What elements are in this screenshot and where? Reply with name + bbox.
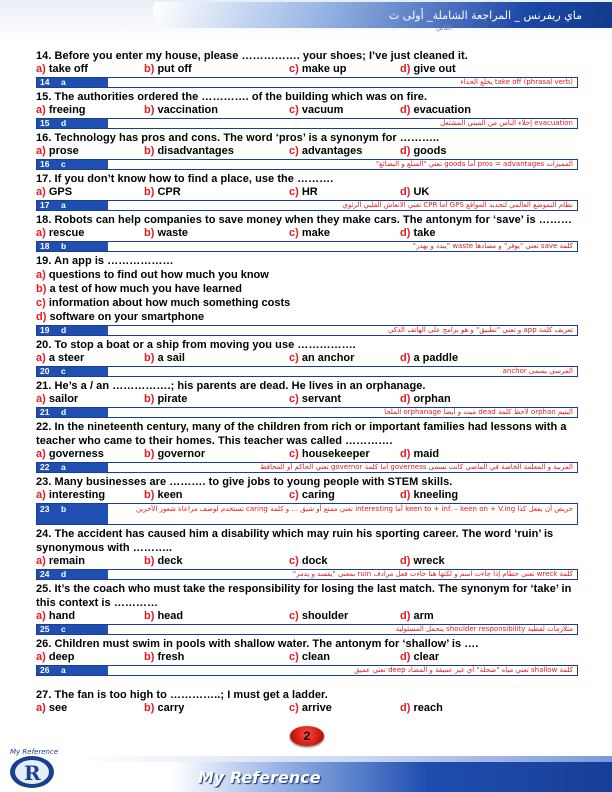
answer-explanation: اليتيم orphan لاحظ كلمة dead ميت و أيضا orphanage الملجأ	[384, 408, 573, 416]
option-d[interactable]: d) arm	[400, 610, 434, 622]
question-24	[36, 527, 578, 580]
option-a[interactable]: a) rescue	[36, 227, 85, 239]
page-footer	[0, 742, 612, 792]
answer-bar	[36, 503, 578, 525]
question-text: 25. It’s the coach who must take the responsibility for losing the last match. The synonym for ‘take’ in this context is …………	[36, 583, 572, 609]
option-c[interactable]: c) HR	[289, 186, 318, 198]
option-c[interactable]: c) clean	[289, 651, 330, 663]
answer-explanation: متلازمات لفظية shoulder responsibility يتحمل المسئولية	[395, 625, 573, 633]
options-row	[36, 145, 578, 158]
answer-letter: b	[57, 504, 108, 524]
answer-number: 19	[37, 326, 57, 335]
answer-bar	[36, 241, 578, 252]
options-row	[36, 651, 578, 664]
options-row	[36, 702, 578, 715]
options-row	[36, 104, 578, 117]
answer-number: 14	[37, 78, 57, 87]
answer-explanation: كلمة save تعني "يوفر" و مضادها waste "يبدد و يهدر"	[412, 242, 573, 250]
question-text: 20. To stop a boat or a ship from moving you use …………….	[36, 339, 356, 351]
answer-letter: d	[57, 326, 108, 335]
page-number: 2	[290, 726, 324, 746]
footer-brand: My Reference	[198, 768, 321, 787]
option-a[interactable]: a) remain	[36, 555, 85, 567]
option-c[interactable]: c) an anchor	[289, 352, 355, 364]
option-d[interactable]: d) maid	[400, 448, 440, 460]
option-b[interactable]: b) carry	[144, 702, 185, 714]
answer-letter: c	[57, 367, 108, 376]
question-text: 21. He’s a / an …………….; his parents are dead. He lives in an orphanage.	[36, 380, 426, 392]
answer-explanation: تعريف كلمة app و تعني "تطبيق" و هو برامج على الهاتف الذكي	[388, 326, 573, 334]
answer-bar	[36, 407, 578, 418]
header-title: ماي ريفرنس _ المراجعة الشاملة_ أولى ث	[388, 9, 582, 22]
option-b[interactable]: b) pirate	[144, 393, 188, 405]
options-row	[36, 555, 578, 568]
question-17	[36, 172, 578, 211]
page-header	[0, 0, 612, 40]
answer-letter: a	[57, 463, 108, 472]
answer-explanation: المرسى يسمى anchor	[502, 367, 573, 375]
question-text: 15. The authorities ordered the …………. of the building which was on fire.	[36, 91, 428, 103]
option-c[interactable]: c) housekeeper	[289, 448, 370, 460]
question-22	[36, 420, 578, 473]
answer-number: 20	[37, 367, 57, 376]
answer-explanation: كلمة wreck تعني حطام إذا جاءت اسم و لكنها هنا جاءت فعل مرادف ruin بمعنى "يفسد و يدمر"	[292, 570, 573, 578]
option-a[interactable]: a) take off	[36, 63, 88, 75]
option-d[interactable]: d) software on your smartphone	[36, 311, 205, 323]
option-d[interactable]: d) UK	[400, 186, 430, 198]
option-d[interactable]: d) goods	[400, 145, 447, 157]
answer-explanation: نظام التموضع العالمي لتحديد المواقع GPS أما CPR تعني الانعاش القلبي الرئوي	[342, 201, 573, 209]
question-text: 14. Before you enter my house, please ……………. your shoes; I’ve just cleaned it.	[36, 50, 468, 62]
question-text: 19. An app is ………………	[36, 255, 174, 267]
answer-number: 22	[37, 463, 57, 472]
option-c[interactable]: c) make up	[289, 63, 347, 75]
option-b[interactable]: b) a test of how much you have learned	[36, 283, 242, 295]
answer-bar	[36, 118, 578, 129]
answer-number: 26	[37, 666, 57, 675]
answer-number: 21	[37, 408, 57, 417]
option-a[interactable]: a) deep	[36, 651, 75, 663]
question-text: 18. Robots can help companies to save money when they make cars. The antonym for ‘save’ is ………	[36, 214, 572, 226]
option-a[interactable]: a) sailor	[36, 393, 79, 405]
options-row	[36, 186, 578, 199]
answer-explanation: (phrasal verb) take off يخلع الحذاء	[460, 78, 573, 86]
option-c[interactable]: c) dock	[289, 555, 328, 567]
option-d[interactable]: d) evacuation	[400, 104, 471, 116]
svg-text:My Reference: My Reference	[10, 748, 59, 756]
answer-bar	[36, 624, 578, 635]
answer-bar	[36, 77, 578, 88]
answer-letter: a	[57, 666, 108, 675]
answer-explanation: evacuation إخلاء الناس من المبنى المشتعل	[440, 119, 573, 127]
answer-letter: c	[57, 625, 108, 634]
option-c[interactable]: c) shoulder	[289, 610, 349, 622]
answer-letter: d	[57, 119, 108, 128]
answer-letter: d	[57, 408, 108, 417]
option-d[interactable]: d) take	[400, 227, 436, 239]
answer-letter: a	[57, 78, 108, 87]
option-d[interactable]: d) reach	[400, 702, 443, 714]
question-16	[36, 131, 578, 170]
answer-explanation: حريص أن يفعل كذا keen to + inf. – keen on + V.ing أما interesting تعني ممتع أو شيق ... و كلمة caring تستخدم لوصف مراعاة شعور الآخرين	[135, 505, 573, 513]
answer-bar	[36, 366, 578, 377]
options-row	[36, 393, 578, 406]
answer-number: 15	[37, 119, 57, 128]
option-b[interactable]: b) disadvantages	[144, 145, 234, 157]
answer-number: 18	[37, 242, 57, 251]
option-a[interactable]: a) a steer	[36, 352, 85, 364]
question-text: 24. The accident has caused him a disability which may ruin his sporting career. The word ‘ruin’ is synonymous with ………..	[36, 528, 554, 554]
question-15	[36, 90, 578, 129]
worksheet	[36, 49, 578, 715]
question-23	[36, 475, 578, 525]
option-a[interactable]: a) prose	[36, 145, 79, 157]
answer-number: 16	[37, 160, 57, 169]
option-c[interactable]: c) information about how much something costs	[36, 297, 291, 309]
answer-number: 23	[37, 504, 57, 524]
options-row	[36, 448, 578, 461]
option-b[interactable]: b) waste	[144, 227, 189, 239]
option-c[interactable]: c) vacuum	[289, 104, 344, 116]
question-21	[36, 379, 578, 418]
options-row	[36, 227, 578, 240]
option-b[interactable]: b) deck	[144, 555, 183, 567]
question-19	[36, 254, 578, 336]
question-text: 16. Technology has pros and cons. The word ‘pros’ is a synonym for ………..	[36, 132, 440, 144]
option-a[interactable]: a) GPS	[36, 186, 73, 198]
answer-explanation: المميزات pros = advantages أما goods تعني "السلع و البضائع"	[375, 160, 573, 168]
answer-letter: b	[57, 242, 108, 251]
question-text: 17. If you don’t know how to find a place, use the ……….	[36, 173, 334, 185]
answer-letter: a	[57, 201, 108, 210]
answer-bar	[36, 159, 578, 170]
option-c[interactable]: c) servant	[289, 393, 341, 405]
question-25	[36, 582, 578, 635]
header-subtitle: الثاني	[435, 24, 452, 32]
option-b[interactable]: b) vaccination	[144, 104, 218, 116]
option-b[interactable]: b) governor	[144, 448, 206, 460]
question-14	[36, 49, 578, 88]
option-a[interactable]: a) interesting	[36, 489, 106, 501]
answer-letter: c	[57, 160, 108, 169]
option-d[interactable]: d) clear	[400, 651, 440, 663]
option-a[interactable]: a) hand	[36, 610, 76, 622]
question-18	[36, 213, 578, 252]
answer-explanation: المربية و المعلمة الخاصة في الماضي كانت تسمى governess أما كلمة governor تعني الحاكم أو المحافظ	[259, 463, 573, 471]
option-a[interactable]: a) see	[36, 702, 68, 714]
answer-bar	[36, 462, 578, 473]
option-b[interactable]: b) a sail	[144, 352, 185, 364]
answer-bar	[36, 665, 578, 676]
options-row	[36, 610, 578, 623]
question-27	[36, 688, 578, 715]
answer-number: 25	[37, 625, 57, 634]
question-text: 27. The fan is too high to …………..; I must get a ladder.	[36, 689, 328, 701]
question-20	[36, 338, 578, 377]
option-d[interactable]: d) orphan	[400, 393, 451, 405]
option-d[interactable]: d) wreck	[400, 555, 445, 567]
question-text: 26. Children must swim in pools with shallow water. The antonym for ‘shallow’ is ….	[36, 638, 479, 650]
svg-text:R: R	[24, 761, 41, 785]
option-b[interactable]: b) put off	[144, 63, 192, 75]
option-c[interactable]: c) advantages	[289, 145, 363, 157]
options-row	[36, 63, 578, 76]
option-a[interactable]: a) questions to find out how much you know	[36, 269, 269, 281]
question-26	[36, 637, 578, 676]
option-c[interactable]: c) make	[289, 227, 330, 239]
option-d[interactable]: d) kneeling	[400, 489, 459, 501]
question-text: 22. In the nineteenth century, many of the children from rich or important families had lessons with a teacher who came to their homes. This teacher was called ………….	[36, 421, 567, 447]
question-text: 23. Many businesses are ………. to give jobs to young people with STEM skills.	[36, 476, 453, 488]
options-row	[36, 489, 578, 502]
options-row	[36, 352, 578, 365]
answer-explanation: كلمة shallow تعني مياه "ضحلة" أي غير عميقة و المضاد deep تعني عميق	[354, 666, 573, 674]
option-b[interactable]: b) CPR	[144, 186, 181, 198]
option-b[interactable]: b) keen	[144, 489, 183, 501]
answer-number: 24	[37, 570, 57, 579]
answer-letter: d	[57, 570, 108, 579]
answer-bar	[36, 325, 578, 336]
option-d[interactable]: d) a paddle	[400, 352, 459, 364]
option-a[interactable]: a) freeing	[36, 104, 86, 116]
answer-number: 17	[37, 201, 57, 210]
option-c[interactable]: c) caring	[289, 489, 335, 501]
answer-bar	[36, 569, 578, 580]
option-a[interactable]: a) governess	[36, 448, 104, 460]
my-reference-logo-icon	[6, 742, 66, 792]
option-c[interactable]: c) arrive	[289, 702, 332, 714]
answer-bar	[36, 200, 578, 211]
option-b[interactable]: b) fresh	[144, 651, 185, 663]
option-b[interactable]: b) head	[144, 610, 184, 622]
option-d[interactable]: d) give out	[400, 63, 456, 75]
